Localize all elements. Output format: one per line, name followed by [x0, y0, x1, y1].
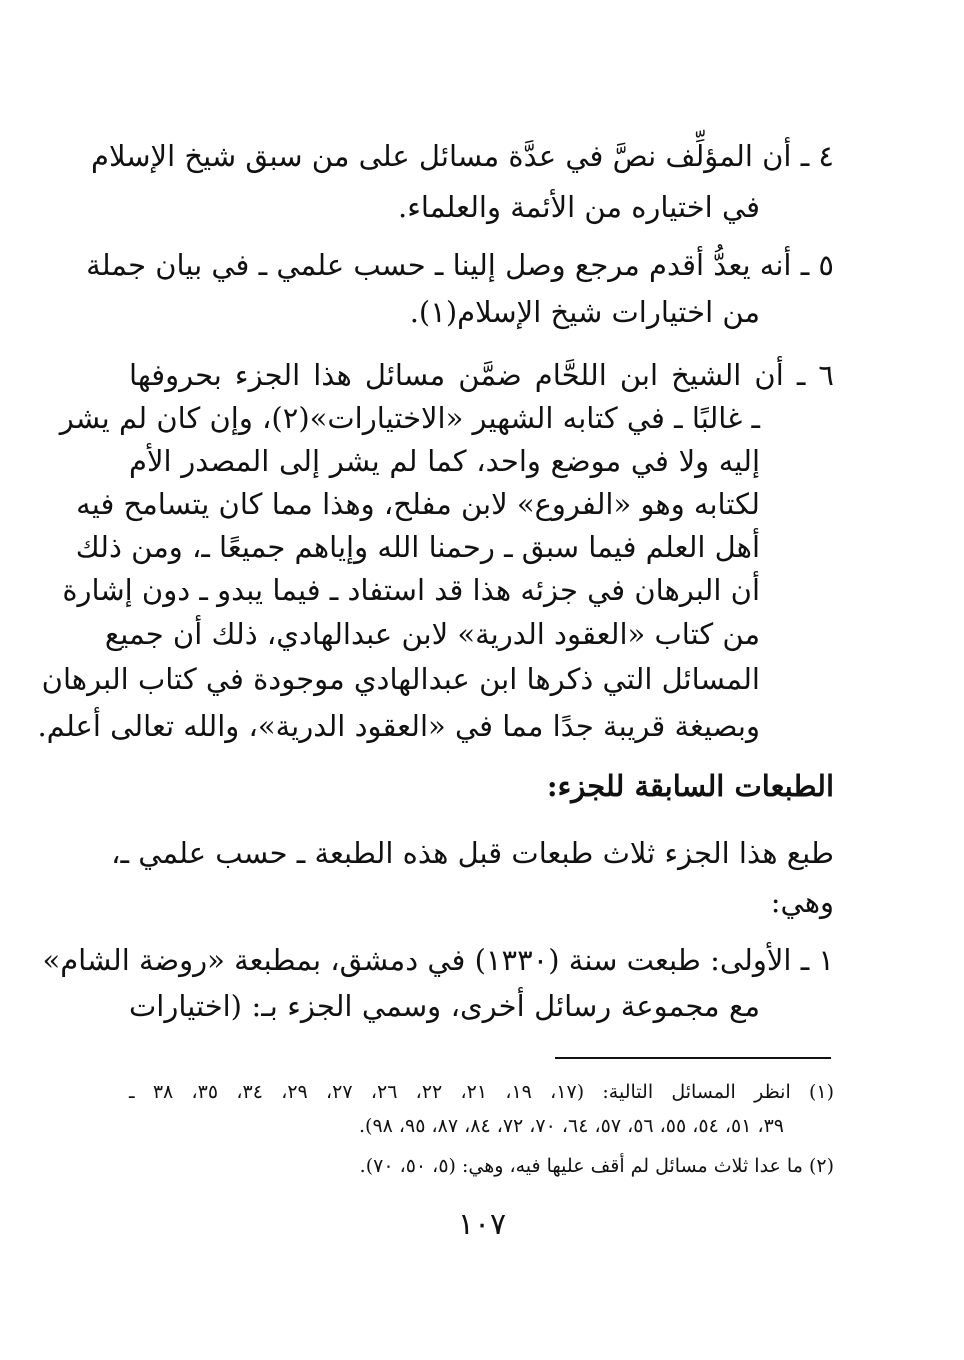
body-line: من اختيارات شيخ الإسلام(١).: [409, 295, 760, 329]
body-line: ـ غالبًا ـ في كتابه الشهير «الاختيارات»(٢)، وإن كان لم يشر: [59, 401, 760, 435]
body-line: في اختياره من الأئمة والعلماء.: [398, 190, 760, 224]
footnote-line: ٣٩، ٥١، ٥٤، ٥٥، ٥٦، ٥٧، ٦٤، ٧٠، ٧٢، ٨٤، ٨٧، ٩٥، ٩٨).: [359, 1115, 784, 1137]
body-line: مع مجموعة رسائل أخرى، وسمي الجزء بـ: (اختيارات: [129, 989, 760, 1023]
page-number: ١٠٧: [457, 1207, 507, 1242]
body-line: أهل العلم فيما سبق ـ رحمنا الله وإياهم جميعًا ـ، ومن ذلك: [75, 530, 760, 564]
footnote-line: (١) انظر المسائل التالية: (١٧، ١٩، ٢١، ٢٢، ٢٦، ٢٧، ٢٩، ٣٤، ٣٥، ٣٨ ـ: [129, 1081, 835, 1103]
body-line: ١ ـ الأولى: طبعت سنة (١٣٣٠) في دمشق، بمطبعة «روضة الشام»: [42, 943, 834, 977]
body-line: المسائل التي ذكرها ابن عبدالهادي موجودة في كتاب البرهان: [41, 662, 760, 696]
body-line: وهي:: [770, 885, 834, 919]
body-line: لكتابه وهو «الفروع» لابن مفلح، وهذا مما كان يتسامح فيه: [76, 487, 760, 521]
body-line: ٥ ـ أنه يعدُّ أقدم مرجع وصل إلينا ـ حسب علمي ـ في بيان جملة: [86, 248, 834, 282]
body-line: ٦ ـ أن الشيخ ابن اللحَّام ضمَّن مسائل هذا الجزء بحروفها: [129, 358, 834, 392]
footnote-separator: [555, 1057, 831, 1059]
body-line: وبصيغة قريبة جدًا مما في «العقود الدرية»، والله تعالى أعلم.: [37, 709, 760, 743]
footnote-line: (٢) ما عدا ثلاث مسائل لم أقف عليها فيه، وهي: (٥، ٥٠، ٧٠).: [359, 1155, 834, 1177]
body-line: من كتاب «العقود الدرية» لابن عبدالهادي، ذلك أن جميع: [104, 617, 760, 651]
body-line: أن البرهان في جزئه هذا قد استفاد ـ فيما يبدو ـ دون إشارة: [62, 573, 760, 607]
body-line: إليه ولا في موضع واحد، كما لم يشر إلى المصدر الأم: [129, 444, 760, 478]
section-heading: الطبعات السابقة للجزء:: [546, 769, 834, 803]
body-line: ٤ ـ أن المؤلِّف نصَّ في عدَّة مسائل على من سبق شيخ الإسلام: [90, 139, 834, 173]
body-line: طبع هذا الجزء ثلاث طبعات قبل هذه الطبعة ـ حسب علمي ـ،: [111, 836, 834, 870]
